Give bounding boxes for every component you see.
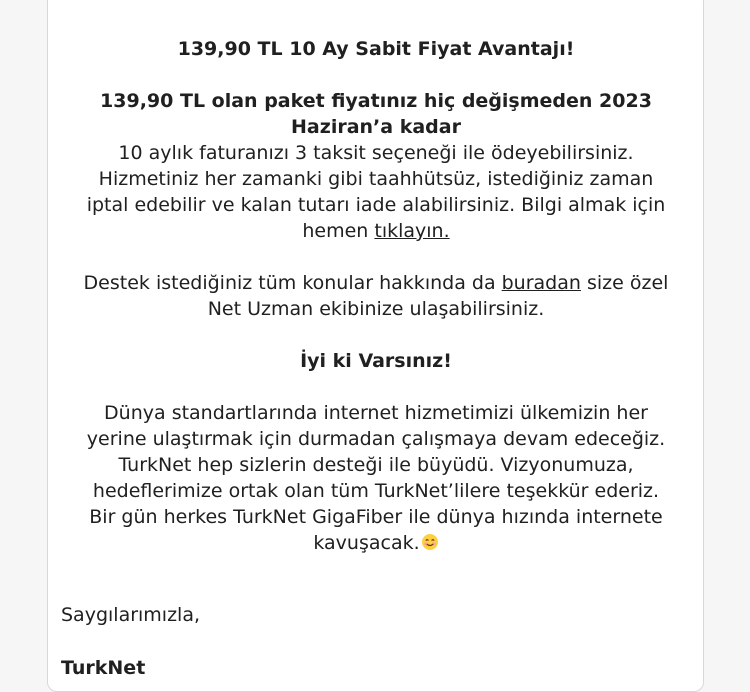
support-line-prefix: Destek istediğiniz tüm konular hakkında da	[83, 272, 502, 294]
offer-headline: 139,90 TL 10 Ay Sabit Fiyat Avantajı!	[177, 38, 575, 60]
paragraph-gap	[60, 374, 692, 400]
support-line-2: Net Uzman ekibinize ulaşabilirsiniz.	[207, 298, 545, 320]
closing-heading: İyi ki Varsınız!	[300, 350, 452, 372]
offer-details-link[interactable]: tıklayın.	[374, 220, 450, 242]
closing-line-6-text: kavuşacak.	[313, 532, 420, 554]
closing-line-2: yerine ulaştırmak için durmadan çalışmaya devam edeceğiz.	[86, 428, 666, 450]
paragraph-gap	[60, 322, 692, 348]
offer-body-line-1: 10 aylık faturanızı 3 taksit seçeneği ile ödeyebilirsiniz.	[118, 142, 634, 164]
support-line-1	[60, 270, 692, 296]
support-line-suffix: size özel	[580, 272, 669, 294]
company-signature: TurkNet	[61, 657, 146, 679]
offer-body-line-2: Hizmetiniz her zamanki gibi taahhütsüz, istediğiniz zaman	[98, 168, 654, 190]
closing-line-4: hedeflerimize ortak olan tüm TurkNet’lilere teşekkür ederiz.	[92, 480, 660, 502]
offer-title-line-1: 139,90 TL olan paket fiyatınız hiç değişmeden 2023	[100, 90, 652, 112]
offer-body-line-3: iptal edebilir ve kalan tutarı iade alabilirsiniz. Bilgi almak için	[86, 194, 666, 216]
closing-line-1: Dünya standartlarında internet hizmetimizi ülkemizin her	[104, 402, 648, 424]
closing-line-3: TurkNet hep sizlerin desteği ile büyüdü. Vizyonumuza,	[118, 454, 634, 476]
offer-body-line-4	[60, 218, 692, 244]
email-body	[60, 36, 692, 556]
signature-greeting: Saygılarımızla,	[61, 604, 201, 626]
support-link[interactable]: buradan	[501, 272, 581, 294]
smiling-face-icon	[421, 532, 439, 550]
closing-line-6	[60, 530, 692, 556]
offer-body-line-4-prefix: hemen	[302, 220, 375, 242]
closing-line-5: Bir gün herkes TurkNet GigaFiber ile dünya hızında internete	[89, 506, 663, 528]
paragraph-gap	[60, 244, 692, 270]
offer-title-line-2: Haziran’a kadar	[291, 116, 461, 138]
